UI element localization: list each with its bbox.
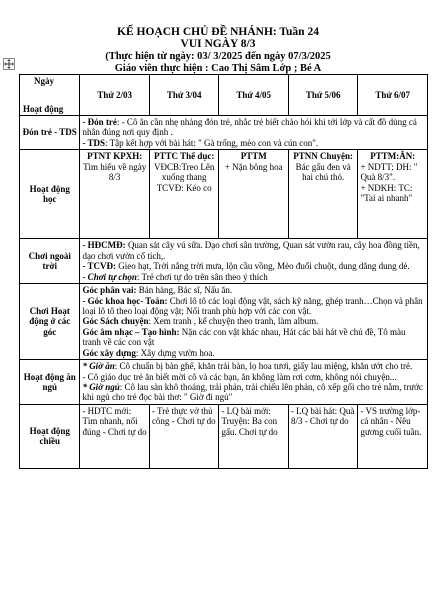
don-tre-cell [80, 116, 428, 150]
chieu-cell-4: - LQ bài hát: Quà 8/3 - Chơi tự do [288, 404, 358, 468]
activity-head: PTNT KPXH: [87, 151, 143, 162]
text-bold: - TCVĐ: [82, 261, 117, 272]
day-header-4: Thứ 5/06 [288, 75, 358, 116]
day-header-2: Thứ 3/04 [149, 75, 219, 116]
text-bold: Góc phân vai: [82, 285, 137, 296]
text-bold: - TDS [82, 137, 106, 148]
row-label-don-tre: Đón trẻ - TDS [20, 116, 80, 150]
row-label-hoat-dong-hoc: Hoạt động học [20, 150, 80, 239]
activity-cell-5 [358, 150, 428, 239]
table-row [20, 284, 428, 360]
day-header-3: Thứ 4/05 [219, 75, 289, 116]
text: : Tập kết hợp với bài hát: " Gà trống, mèo con và cún con". [105, 137, 319, 148]
activity-head: PTTM [240, 151, 267, 162]
activity-head: PTTM:ÂN: [370, 151, 416, 162]
text-bold: - HĐCMĐ: [82, 240, 126, 251]
text-bold: Góc xây dựng [82, 347, 136, 358]
corner-top-label: Ngày [34, 76, 54, 86]
table-row [20, 116, 428, 150]
text: : Xem tranh , kể chuyện theo tranh, làm album. [148, 316, 319, 327]
choi-ngoai-troi-cell [80, 239, 428, 284]
text: - Cô giáo dục trẻ ăn biết mời cô và các bạn, ăn không làm rơi cơm, không nói chuyện... [82, 371, 397, 382]
text-bold: Góc âm nhạc – Tạo hình: [82, 326, 180, 337]
activity-cell-4 [288, 150, 358, 239]
chieu-cell-5: - VS trường lớp- cá nhân - Nêu gương cuối tuần. [358, 404, 428, 468]
text: : Trẻ chơi tự do trên sân theo ý thích [136, 271, 268, 282]
an-ngu-cell [80, 360, 428, 405]
plan-table [19, 74, 428, 469]
activity-text: + NDTT: DH: " Quà 8/3". [360, 161, 418, 183]
text-bold: - Góc khoa học- Toán: [82, 295, 168, 306]
activity-cell-1 [80, 150, 150, 239]
day-header-1: Thứ 2/03 [80, 75, 150, 116]
text-bold-italic: - Chơi tự chọn [82, 271, 137, 282]
activity-text: Tìm hiểu về ngày 8/3 [83, 161, 147, 183]
activity-cell-2 [149, 150, 219, 239]
page-subtitle: VUI NGÀY 8/3 [180, 38, 256, 50]
choi-goc-cell [80, 284, 428, 360]
text-bold-italic: * Giờ ngủ [82, 382, 120, 392]
row-label-choi-goc: Chơi Hoạt động ở các góc [20, 284, 80, 360]
text: : Cô lau sàn khô thoáng, trải phản, trải chiếu lên phản, cô xếp gối cho trẻ nằm, trước khi ngủ cho trẻ đọc bài thơ: " Giờ đi ngủ" [82, 382, 423, 403]
text-bold-italic: * Giờ ăn [82, 361, 115, 372]
activity-text: + Nặn bông hoa [224, 161, 283, 172]
row-label-choi-ngoai-troi: Chơi ngoài trời [20, 239, 80, 284]
text-bold: - Đón trẻ [82, 117, 117, 127]
activity-text: + NDKH: TC: "Tai ai nhanh" [360, 182, 413, 204]
text: Quan sát cây vú sữa. Dạo chơi sân trường, Quan sát vườn rau, cây hoa đồng tiền, dạo chơi vườn cổ tích,. [82, 240, 420, 261]
table-row [20, 404, 428, 468]
activity-head: PTTC Thể dục: [154, 151, 215, 162]
corner-bottom-label: Hoạt động [23, 103, 64, 114]
table-row [20, 239, 428, 284]
period-line: (Thực hiện từ ngày: 03/ 3/2025 đến ngày 07/3/2025 [105, 51, 331, 62]
text: Chơi lô tô các loại động vật, sách kỹ năng, ghép tranh…Chọn và phân loại lô tô theo loại động vật; Nối tranh phù hợp với các con vật. [82, 295, 423, 316]
page-title: KẾ HOẠCH CHỦ ĐỀ NHÁNH: Tuần 24 [117, 26, 319, 38]
corner-cell [20, 75, 80, 116]
table-header-row [20, 75, 428, 116]
activity-text: Bác gấu đen và hai chú thỏ. [295, 161, 351, 183]
table-row [20, 150, 428, 239]
row-label-an-ngu: Hoạt động ăn ngủ [20, 360, 80, 405]
activity-cell-3 [219, 150, 289, 239]
chieu-cell-3: - LQ bài mới: Truyện: Ba con gấu. Chơi tự do [219, 404, 289, 468]
chieu-cell-2: - Trẻ thực vở thủ công - Chơi tự do [149, 404, 219, 468]
activity-text: VĐCB:Treo Lên xuống thang TCVĐ: Kéo co [153, 161, 215, 193]
text: Gieo hạt, Trời nắng trời mưa, lộn cầu vồng, Mèo đuổi chuột, dung dăng dung dẻ. [116, 261, 410, 272]
table-row [20, 360, 428, 405]
text-bold: Góc Sách chuyện [82, 316, 149, 327]
text: : - Cô ân cần nhẹ nhàng đón trẻ, nhắc trẻ biết chào hỏi khi tới lớp và cất đồ dùng cá nhân đúng nơi quy định . [82, 117, 417, 138]
activity-head: PTNN Chuyện: [293, 151, 354, 162]
text: : Cô chuẩn bị bàn ghế, khăn trải bàn, lọ hoa tươi, giấy lau miệng, khăn ướt cho trẻ. [114, 361, 413, 372]
chieu-cell-1: - HDTC mới: Tìm nhanh, nối đúng - Chơi tự do [80, 404, 150, 468]
text: Nặn các con vật khác nhau, Hát các bài hát về chủ đề, Tô màu tranh về các con vật [82, 326, 406, 348]
day-header-5: Thứ 6/07 [358, 75, 428, 116]
text: Bán hàng, Bác sĩ, Nấu ăn. [136, 285, 233, 296]
text: : Xây dựng vườn hoa. [135, 347, 215, 358]
teacher-line: Giáo viên thực hiện : Cao Thị Sâm Lớp ; Bé A [114, 63, 322, 74]
row-label-chieu: Hoạt động chiều [20, 404, 80, 468]
